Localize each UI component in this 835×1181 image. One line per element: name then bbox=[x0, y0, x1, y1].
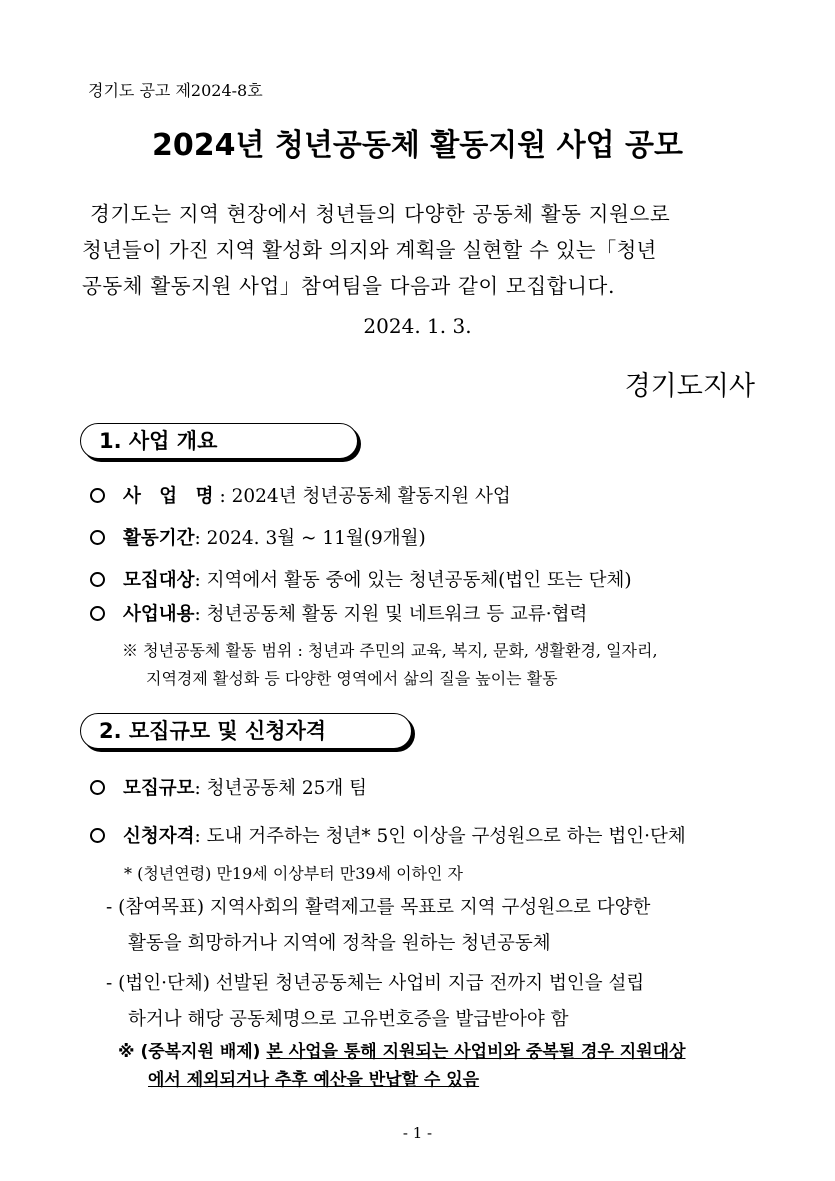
circle-bullet-icon bbox=[90, 606, 105, 621]
dash-item-line: - (참여목표) 지역사회의 활력제고를 목표로 지역 구성원으로 다양한 bbox=[106, 897, 651, 918]
circle-bullet-icon bbox=[90, 572, 105, 587]
dash-item-line: 하거나 해당 공동체명으로 고유번호증을 발급받아야 함 bbox=[128, 1009, 569, 1030]
eligibility-item-qualification bbox=[90, 822, 686, 848]
circle-bullet-icon bbox=[90, 488, 105, 503]
activity-scope-note: 지역경제 활성화 등 다양한 영역에서 삶의 질을 높이는 활동 bbox=[146, 669, 558, 688]
page-number: - 1 - bbox=[402, 1124, 433, 1142]
warning-text: 에서 제외되거나 추후 예산을 반납할 수 있음 bbox=[148, 1070, 480, 1090]
overview-item-period bbox=[90, 524, 426, 550]
circle-bullet-icon bbox=[90, 530, 105, 545]
item-label: 모집대상 bbox=[123, 570, 195, 591]
dash-item-line: - (법인·단체) 선발된 청년공동체는 사업비 지급 전까지 법인을 설립 bbox=[106, 973, 645, 994]
item-value: : 도내 거주하는 청년* 5인 이상을 구성원으로 하는 법인·단체 bbox=[194, 826, 686, 847]
dash-item-line: 활동을 희망하거나 지역에 정착을 원하는 청년공동체 bbox=[128, 933, 551, 954]
intro-line: 공동체 활동지원 사업」참여팀을 다음과 같이 모집합니다. bbox=[82, 274, 616, 298]
age-note: * (청년연령) 만19세 이상부터 만39세 이하인 자 bbox=[124, 864, 464, 883]
duplicate-support-warning bbox=[118, 1038, 686, 1094]
circle-bullet-icon bbox=[90, 828, 105, 843]
intro-line: 경기도는 지역 현장에서 청년들의 다양한 공동체 활동 지원으로 bbox=[90, 202, 671, 226]
intro-line: 청년들이 가진 지역 활성화 의지와 계획을 실현할 수 있는「청년 bbox=[82, 238, 657, 262]
eligibility-item-scale bbox=[90, 774, 367, 800]
document-title: 2024년 청년공동체 활동지원 사업 공모 bbox=[152, 128, 683, 163]
overview-item-content bbox=[90, 600, 587, 626]
circle-bullet-icon bbox=[90, 780, 105, 795]
overview-item-project-name bbox=[90, 482, 511, 508]
item-value: : 청년공동체 활동 지원 및 네트워크 등 교류·협력 bbox=[194, 604, 588, 625]
item-label: 활동기간 bbox=[123, 528, 195, 549]
item-value: : 2024. 3월 ~ 11월(9개월) bbox=[194, 528, 426, 549]
warning-line bbox=[118, 1066, 686, 1094]
activity-scope-note: ※ 청년공동체 활동 범위 : 청년과 주민의 교육, 복지, 문화, 생활환경, 일자리, bbox=[122, 641, 658, 660]
item-label: 모집규모 bbox=[123, 778, 195, 799]
warning-text: 본 사업을 통해 지원되는 사업비와 중복될 경우 지원대상 bbox=[266, 1042, 686, 1062]
section-header-eligibility: 2. 모집규모 및 신청자격 bbox=[80, 713, 412, 749]
item-label: 사 업 명 bbox=[123, 486, 220, 507]
issuer: 경기도지사 bbox=[624, 371, 755, 402]
item-label: 사업내용 bbox=[123, 604, 195, 625]
section-header-overview: 1. 사업 개요 bbox=[80, 423, 358, 459]
warning-prefix: ※ (중복지원 배제) bbox=[118, 1042, 267, 1062]
intro-paragraph bbox=[82, 196, 772, 304]
item-value: : 2024년 청년공동체 활동지원 사업 bbox=[219, 486, 511, 507]
item-value: : 지역에서 활동 중에 있는 청년공동체(법인 또는 단체) bbox=[194, 570, 632, 591]
overview-item-target bbox=[90, 566, 632, 592]
notice-date: 2024. 1. 3. bbox=[363, 314, 472, 338]
item-value: : 청년공동체 25개 팀 bbox=[194, 778, 367, 799]
warning-line bbox=[118, 1038, 686, 1066]
item-label: 신청자격 bbox=[123, 826, 195, 847]
notice-number: 경기도 공고 제2024-8호 bbox=[88, 81, 263, 100]
